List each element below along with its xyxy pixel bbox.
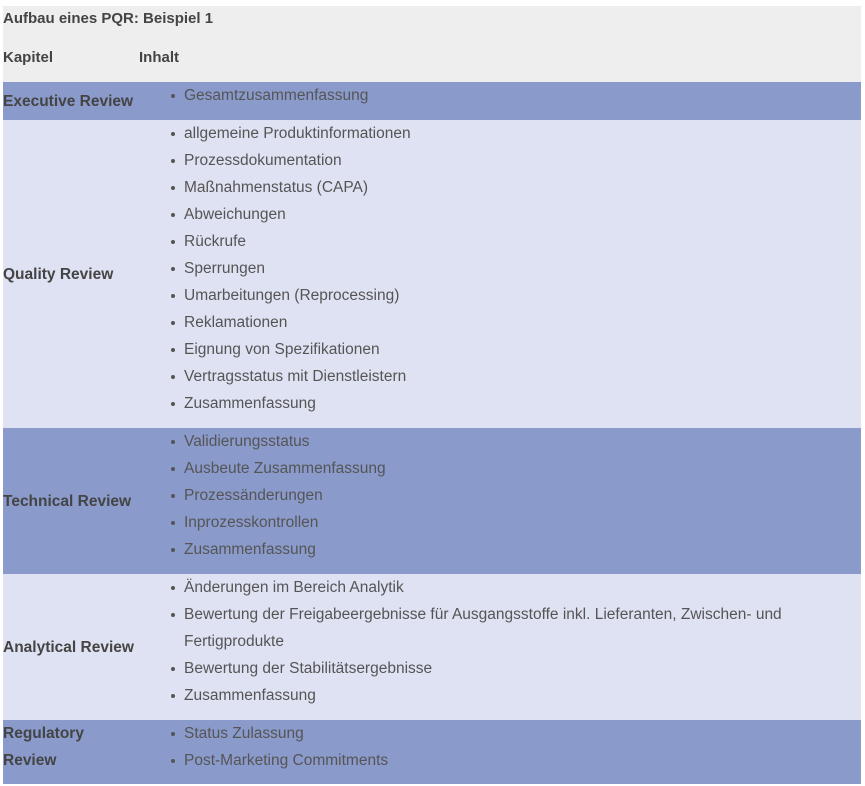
list-item: Vertragsstatus mit Dienstleistern	[184, 363, 861, 390]
chapter-label: Analytical Review	[3, 638, 134, 656]
chapter-label: Regulatory Review	[3, 725, 84, 769]
content-list	[3, 428, 861, 563]
list-item: Prozessdokumentation	[184, 147, 861, 174]
list-item: Zusammenfassung	[184, 536, 861, 563]
list-item: Umarbeitungen (Reprocessing)	[184, 282, 861, 309]
column-header-kapitel: Kapitel	[3, 49, 54, 66]
list-item: Inprozesskontrollen	[184, 509, 861, 536]
table-row-technical-review	[3, 428, 861, 574]
list-item: Sperrungen	[184, 255, 861, 282]
list-item: Prozessänderungen	[184, 482, 861, 509]
table-row-analytical-review	[3, 574, 861, 720]
list-item: Bewertung der Freigabeergebnisse für Ausgangsstoffe inkl. Lieferanten, Zwischen- und Fertigprodukte	[184, 601, 861, 655]
content-list	[3, 82, 861, 109]
list-item: Post-Marketing Commitments	[184, 747, 861, 774]
list-item: Status Zulassung	[184, 720, 861, 747]
list-item: Rückrufe	[184, 228, 861, 255]
table-row-quality-review	[3, 120, 861, 428]
table-header	[3, 6, 861, 82]
column-header-inhalt: Inhalt	[139, 49, 179, 66]
table-caption: Aufbau eines PQR: Beispiel 1	[3, 10, 214, 27]
list-item: Maßnahmenstatus (CAPA)	[184, 174, 861, 201]
list-item: Zusammenfassung	[184, 390, 861, 417]
content-list	[3, 120, 861, 417]
list-item: Bewertung der Stabilitätsergebnisse	[184, 655, 861, 682]
list-item: allgemeine Produktinformationen	[184, 120, 861, 147]
list-item: Ausbeute Zusammenfassung	[184, 455, 861, 482]
list-item: Eignung von Spezifikationen	[184, 336, 861, 363]
content-list	[3, 574, 861, 709]
chapter-label: Technical Review	[3, 492, 132, 510]
chapter-label: Executive Review	[3, 92, 134, 110]
content-list	[3, 720, 861, 774]
list-item: Änderungen im Bereich Analytik	[184, 574, 861, 601]
table-row-regulatory-review	[3, 720, 861, 784]
list-item: Gesamtzusammenfassung	[184, 82, 861, 109]
table-row-executive-review	[3, 82, 861, 120]
list-item: Abweichungen	[184, 201, 861, 228]
list-item: Reklamationen	[184, 309, 861, 336]
pqr-table	[3, 6, 861, 784]
list-item: Zusammenfassung	[184, 682, 861, 709]
list-item: Validierungsstatus	[184, 428, 861, 455]
chapter-label: Quality Review	[3, 265, 114, 283]
